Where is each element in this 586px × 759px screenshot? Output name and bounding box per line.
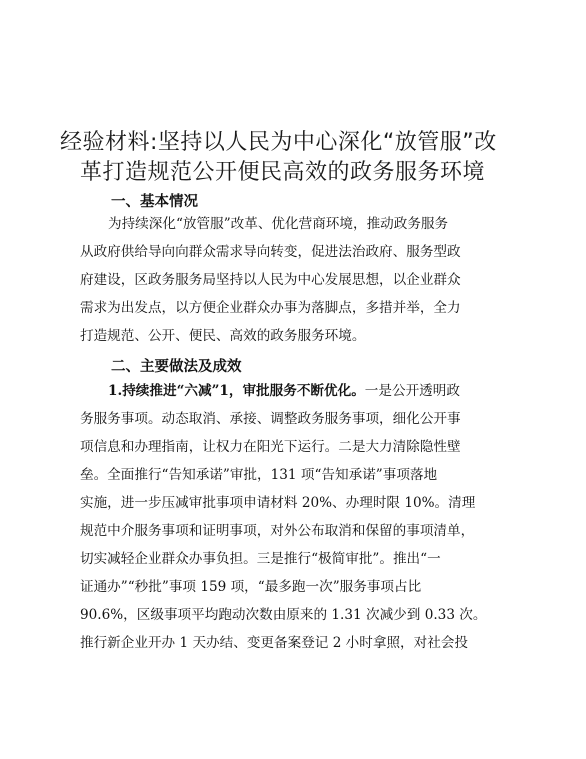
section-basic-paragraph [80,210,510,350]
section-main-paragraph [80,377,510,657]
paragraph-line: 需求为出发点，以方便企业群众办事为落脚点，多措并举，全力 [80,300,461,316]
paragraph-line: 证通办”“秒批”事项 159 项，“最多跑一次”服务事项占比 [80,579,422,595]
title-line-1: 经验材料:坚持以人民为中心深化“放管服”改 [60,130,497,155]
section-heading-main-practices: 二、主要做法及成效 [111,359,242,375]
paragraph-line: 垒。全面推行“告知承诺”审批，131 项“告知承诺”事项落地 [80,467,438,483]
document-title [60,128,530,188]
section-heading-basic: 一、基本情况 [111,194,198,210]
paragraph-line: 规范中介服务事项和证明事项，对外公布取消和保留的事项清单， [80,523,475,539]
paragraph-line: 切实减轻企业群众办事负担。三是推行“极简审批”。推出“一 [80,551,441,567]
title-line-2: 革打造规范公开便民高效的政务服务环境 [80,160,486,185]
paragraph-line: 打造规范、公开、便民、高效的政务服务环境。 [80,328,366,344]
paragraph-line: 为持续深化“放管服”改革、优化营商环境，推动政务服务 [108,216,449,232]
paragraph-line: 务服务事项。动态取消、承接、调整政务服务事项，细化公开事 [80,411,461,427]
paragraph-line: 府建设，区政务服务局坚持以人民为中心发展思想，以企业群众 [80,272,461,288]
paragraph-line: 推行新企业开办 1 天办结、变更备案登记 2 小时拿照，对社会投 [80,635,469,651]
paragraph-lead-bold: 1.持续推进“六减”1，审批服务不断优化。 [108,383,365,399]
paragraph-lead-line [80,377,510,405]
paragraph-lead-rest: 一是公开透明政 [364,383,460,399]
paragraph-line: 从政府供给导向向群众需求导向转变，促进法治政府、服务型政 [80,244,461,260]
paragraph-line: 90.6%，区级事项平均跑动次数由原来的 1.31 次减少到 0.33 次。 [80,607,487,623]
paragraph-line: 实施，进一步压减审批事项申请材料 20%、办理时限 10%。清理 [80,495,476,511]
paragraph-line: 项信息和办理指南，让权力在阳光下运行。二是大力清除隐性壁 [80,439,461,455]
